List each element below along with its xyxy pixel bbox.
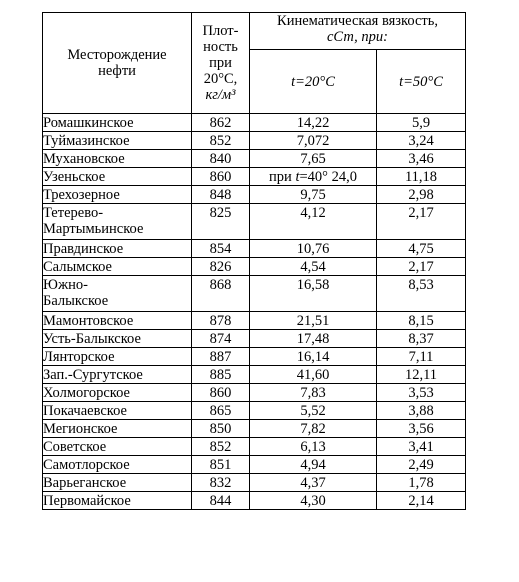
cell-field-name: Самотлорское (43, 456, 192, 474)
table-row (43, 312, 466, 330)
cell-field-name: Узеньское (43, 168, 192, 186)
cell-field-name: Трехозерное (43, 186, 192, 204)
cell-viscosity-50: 2,17 (377, 258, 466, 276)
cell-density: 860 (192, 384, 250, 402)
cell-viscosity-20: при t=40° 24,0 (250, 168, 377, 186)
header-density-line-1: Плот- (202, 23, 239, 39)
cell-field-name: Южно- Балыкское (43, 276, 192, 312)
header-density-line-3: при (209, 55, 232, 71)
table-row (43, 474, 466, 492)
cell-viscosity-20: 17,48 (250, 330, 377, 348)
header-t50 (377, 50, 466, 114)
cell-viscosity-20: 5,52 (250, 402, 377, 420)
cell-viscosity-50: 4,75 (377, 240, 466, 258)
cell-viscosity-20: 4,94 (250, 456, 377, 474)
cell-density: 860 (192, 168, 250, 186)
table-row (43, 366, 466, 384)
cell-viscosity-50: 3,24 (377, 132, 466, 150)
header-viscosity (250, 13, 466, 50)
table-row (43, 114, 466, 132)
table-row (43, 132, 466, 150)
table-row (43, 384, 466, 402)
cell-density: 840 (192, 150, 250, 168)
header-density-units: кг/м³ (205, 87, 236, 103)
header-density-line-2: ность (203, 39, 238, 55)
cell-density: 885 (192, 366, 250, 384)
cell-field-name: Мухановское (43, 150, 192, 168)
header-density (192, 13, 250, 114)
cell-field-name: Тетерево- Мартымьинское (43, 204, 192, 240)
cell-viscosity-20: 4,54 (250, 258, 377, 276)
cell-field-name: Усть-Балыкское (43, 330, 192, 348)
cell-density: 844 (192, 492, 250, 510)
cell-viscosity-50: 1,78 (377, 474, 466, 492)
cell-viscosity-20: 9,75 (250, 186, 377, 204)
cell-viscosity-20: 10,76 (250, 240, 377, 258)
cell-field-name: Первомайское (43, 492, 192, 510)
cell-viscosity-50: 3,53 (377, 384, 466, 402)
cell-viscosity-50: 8,15 (377, 312, 466, 330)
cell-field-name: Советское (43, 438, 192, 456)
table-row (43, 258, 466, 276)
cell-viscosity-50: 2,14 (377, 492, 466, 510)
cell-density: 850 (192, 420, 250, 438)
cell-field-name: Покачаевское (43, 402, 192, 420)
cell-density: 854 (192, 240, 250, 258)
cell-field-name: Холмогорское (43, 384, 192, 402)
cell-field-name: Лянторское (43, 348, 192, 366)
cell-viscosity-50: 3,41 (377, 438, 466, 456)
table-row (43, 276, 466, 312)
cell-viscosity-20: 7,072 (250, 132, 377, 150)
cell-density: 865 (192, 402, 250, 420)
cell-viscosity-20: 4,30 (250, 492, 377, 510)
table-row (43, 330, 466, 348)
cell-density: 826 (192, 258, 250, 276)
cell-viscosity-20: 21,51 (250, 312, 377, 330)
header-t50-label: t=50°С (399, 73, 443, 90)
cell-density: 874 (192, 330, 250, 348)
table-row (43, 240, 466, 258)
table-row (43, 168, 466, 186)
cell-density: 868 (192, 276, 250, 312)
cell-viscosity-20: 7,82 (250, 420, 377, 438)
table-row (43, 204, 466, 240)
cell-field-name: Варьеганское (43, 474, 192, 492)
cell-field-name: Салымское (43, 258, 192, 276)
header-t20 (250, 50, 377, 114)
header-viscosity-units: сСт, при: (327, 29, 388, 45)
table-body (43, 114, 466, 510)
table-row (43, 186, 466, 204)
cell-viscosity-50: 2,98 (377, 186, 466, 204)
cell-viscosity-50: 3,46 (377, 150, 466, 168)
cell-field-name: Мамонтовское (43, 312, 192, 330)
table-row (43, 492, 466, 510)
cell-viscosity-20: 16,58 (250, 276, 377, 312)
cell-viscosity-20: 16,14 (250, 348, 377, 366)
cell-field-name: Ромашкинское (43, 114, 192, 132)
table-row (43, 402, 466, 420)
table-row (43, 438, 466, 456)
cell-viscosity-20: 41,60 (250, 366, 377, 384)
cell-field-name: Мегионское (43, 420, 192, 438)
cell-density: 848 (192, 186, 250, 204)
cell-viscosity-50: 3,88 (377, 402, 466, 420)
cell-field-name: Туймазинское (43, 132, 192, 150)
cell-field-name: Зап.-Сургутское (43, 366, 192, 384)
header-field (43, 13, 192, 114)
cell-density: 878 (192, 312, 250, 330)
cell-viscosity-50: 2,49 (377, 456, 466, 474)
cell-field-name: Правдинское (43, 240, 192, 258)
table-row (43, 420, 466, 438)
cell-viscosity-50: 7,11 (377, 348, 466, 366)
cell-density: 825 (192, 204, 250, 240)
cell-viscosity-50: 11,18 (377, 168, 466, 186)
table-row (43, 150, 466, 168)
cell-viscosity-50: 5,9 (377, 114, 466, 132)
cell-density: 832 (192, 474, 250, 492)
cell-density: 851 (192, 456, 250, 474)
header-density-line-4: 20°С, (203, 71, 238, 87)
cell-viscosity-50: 12,11 (377, 366, 466, 384)
cell-viscosity-20: 4,12 (250, 204, 377, 240)
cell-viscosity-50: 3,56 (377, 420, 466, 438)
header-field-label: Месторождение нефти (67, 47, 167, 79)
cell-density: 852 (192, 438, 250, 456)
table-row (43, 348, 466, 366)
header-viscosity-title: Кинематическая вязкость, (277, 13, 438, 29)
table-row (43, 456, 466, 474)
cell-density: 852 (192, 132, 250, 150)
cell-density: 862 (192, 114, 250, 132)
cell-viscosity-20: 14,22 (250, 114, 377, 132)
cell-density: 887 (192, 348, 250, 366)
cell-viscosity-20: 4,37 (250, 474, 377, 492)
cell-viscosity-50: 8,37 (377, 330, 466, 348)
cell-viscosity-20: 6,13 (250, 438, 377, 456)
cell-viscosity-20: 7,65 (250, 150, 377, 168)
cell-viscosity-50: 8,53 (377, 276, 466, 312)
oil-viscosity-table (42, 12, 466, 510)
header-t20-label: t=20°С (291, 73, 335, 90)
cell-viscosity-20: 7,83 (250, 384, 377, 402)
cell-viscosity-50: 2,17 (377, 204, 466, 240)
